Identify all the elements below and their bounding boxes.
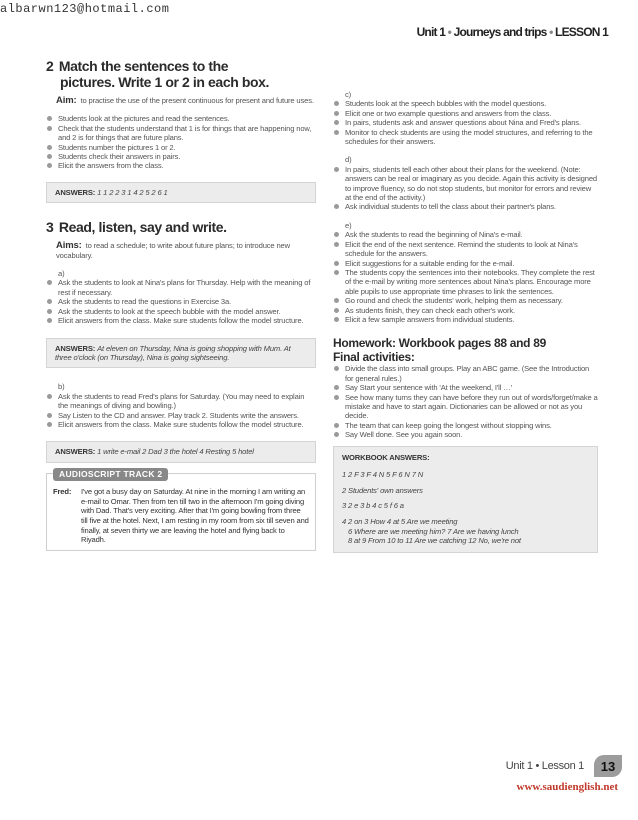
- exercise-3a-answers-box: [46, 338, 316, 369]
- answers-text: 1 write e-mail 2 Dad 3 the hotel 4 Resting 5 hotel: [97, 447, 254, 457]
- audioscript-content: [53, 487, 309, 545]
- list-item: Students check their answers in pairs.: [46, 152, 316, 161]
- list-item: Students look at the pictures and read the sentences.: [46, 114, 316, 123]
- audioscript-text: I've got a busy day on Saturday. At nine in the morning I am writing an e-mail to Omar. Then from ten till two in the afternoon I'm going diving with Dad. That's very exciting. After that I'm going bowling from three till five at the hotel. Next, I am resting in my room from six till seven and finally, at seven thirty we are leaving the hotel and flying back to Riyadh.: [81, 487, 309, 545]
- list-item: Monitor to check students are using the model structures, and referring to the schedules for their answers.: [333, 128, 598, 147]
- section-d-label: d): [345, 155, 352, 165]
- answers-label: ANSWERS:: [55, 447, 96, 457]
- answers-text: At eleven on Thursday, Nina is going shopping with Mum. At three o'clock (on Thursday), Nina is going sightseeing.: [55, 343, 291, 362]
- page-header: [417, 25, 608, 39]
- header-sep-2: •: [546, 25, 556, 39]
- exercise-2-heading: [46, 58, 316, 90]
- workbook-answer-row: 8 at 9 From 10 to 11 Are we catching 12 No, we're not: [348, 536, 521, 546]
- exercise-2-number: 2: [46, 58, 54, 74]
- list-item: In pairs, students tell each other about their plans for the weekend. (Note: answers can be real or imaginary as you decide. Again this activity is designed to improve fluency, so do not stop students, but monitor for errors and review at the end of the activity.): [333, 165, 598, 203]
- aim-label: Aim:: [56, 95, 77, 106]
- list-item: Go round and check the students' work, helping them as necessary.: [333, 296, 598, 305]
- aim-text: to practise the use of the present continuous for present and future uses.: [80, 96, 314, 105]
- list-item: Elicit suggestions for a suitable ending for the e-mail.: [333, 259, 598, 268]
- list-item: Elicit answers from the class. Make sure students follow the model structure.: [46, 316, 316, 325]
- workbook-answer-row: 2 Students' own answers: [342, 485, 423, 495]
- workbook-answers-box: [333, 446, 598, 553]
- list-item: Ask the students to look at the speech bubble with the model answer.: [46, 307, 316, 316]
- answers-label: ANSWERS:: [55, 187, 96, 197]
- list-item: In pairs, students ask and answer questions about Nina and Fred's plans.: [333, 118, 598, 127]
- list-item: The team that can keep going the longest without stopping wins.: [333, 421, 598, 430]
- exercise-3-aim: [46, 241, 316, 260]
- list-item: Elicit answers from the class. Make sure students follow the model structure.: [46, 420, 316, 429]
- footer-lesson: Unit 1 • Lesson 1: [505, 760, 584, 772]
- page-number: 13: [594, 755, 622, 777]
- aims-text: to read a schedule; to write about future plans; to introduce new vocabulary.: [56, 241, 290, 260]
- page-footer: [506, 755, 622, 777]
- list-item: Say Well done. See you again soon.: [333, 430, 598, 439]
- left-column: [46, 58, 316, 551]
- section-b-label: b): [58, 382, 65, 392]
- audioscript-tab: AUDIOSCRIPT TRACK 2: [53, 468, 168, 481]
- workbook-answers-title: WORKBOOK ANSWERS:: [342, 452, 430, 462]
- exercise-3-number: 3: [46, 219, 54, 236]
- section-a-label: a): [58, 269, 65, 279]
- list-item: Students look at the speech bubbles with the model questions.: [333, 99, 598, 108]
- list-item: Check that the students understand that 1 is for things that are happening now, and 2 is for things that are future plans.: [46, 124, 316, 143]
- website-url[interactable]: www.saudienglish.net: [516, 781, 618, 793]
- list-item: Say Listen to the CD and answer. Play track 2. Students write the answers.: [46, 411, 316, 420]
- watermark-email: albarwn123@hotmail.com: [0, 2, 170, 16]
- list-item: Say Start your sentence with 'At the weekend, I'll …': [333, 383, 598, 392]
- audioscript-box: [46, 468, 316, 551]
- list-item: Ask the students to read the beginning of Nina's e-mail.: [333, 230, 598, 239]
- workbook-answer-row: 1 2 F 3 F 4 N 5 F 6 N 7 N: [342, 470, 424, 480]
- header-lesson: LESSON 1: [555, 25, 608, 39]
- list-item: Ask individual students to tell the class about their partner's plans.: [333, 202, 598, 211]
- list-item: Elicit one or two example questions and answers from the class.: [333, 109, 598, 118]
- section-e-label: e): [345, 220, 352, 230]
- list-item: Elicit the answers from the class.: [46, 161, 316, 170]
- list-item: The students copy the sentences into their notebooks. They complete the rest of the e-mail by writing more sentences about Nina's plans. Encourage more able pupils to use appropriate time phrases to link the sentences.: [333, 268, 598, 296]
- exercise-3-title: Read, listen, say and write.: [58, 219, 227, 236]
- exercise-2-answers-box: [46, 182, 316, 203]
- exercise-2-aim: [46, 96, 316, 105]
- list-item: See how many turns they can have before they run out of words/forget/make a mistake and have to start again. Dictionaries can be allowed or not as you decide.: [333, 393, 598, 421]
- aims-label: Aims:: [56, 240, 82, 252]
- workbook-answer-row: 6 Where are we meeting him? 7 Are we having lunch: [348, 526, 519, 536]
- section-c-label: c): [345, 90, 352, 99]
- final-activities-heading: Final activities:: [333, 350, 415, 365]
- workbook-answer-row: 4 2 on 3 How 4 at 5 Are we meeting: [342, 516, 458, 526]
- header-sep-1: •: [445, 25, 454, 39]
- exercise-2-title-line2: pictures. Write 1 or 2 in each box.: [60, 74, 270, 90]
- answers-text: 1 1 2 2 3 1 4 2 5 2 6 1: [97, 187, 168, 197]
- list-item: Ask the students to read Fred's plans for Saturday. (You may need to explain the meanings of diving and bowling.): [46, 392, 316, 411]
- homework-heading: Homework: Workbook pages 88 and 89: [333, 336, 546, 351]
- list-item: Elicit the end of the next sentence. Remind the students to look at Nina's schedule for the answers.: [333, 240, 598, 259]
- right-column: [333, 90, 598, 553]
- list-item: Ask the students to look at Nina's plans for Thursday. Help with the meaning of rest if necessary.: [46, 278, 316, 297]
- answers-label: ANSWERS:: [55, 343, 96, 353]
- list-item: As students finish, they can check each other's work.: [333, 306, 598, 315]
- list-item: Ask the students to read the questions in Exercise 3a.: [46, 297, 316, 306]
- list-item: Students number the pictures 1 or 2.: [46, 143, 316, 152]
- list-item: Divide the class into small groups. Play an ABC game. (See the Introduction for general rules.): [333, 364, 598, 383]
- exercise-2-title-line1: Match the sentences to the: [58, 58, 229, 74]
- speaker-label: Fred:: [53, 487, 72, 497]
- header-unit: Unit 1: [416, 25, 446, 39]
- exercise-3-heading: [46, 219, 316, 235]
- header-topic: Journeys and trips: [453, 25, 547, 39]
- list-item: Elicit a few sample answers from individual students.: [333, 315, 598, 324]
- workbook-answer-row: 3 2 e 3 b 4 c 5 f 6 a: [342, 501, 404, 511]
- exercise-3b-answers-box: [46, 441, 316, 462]
